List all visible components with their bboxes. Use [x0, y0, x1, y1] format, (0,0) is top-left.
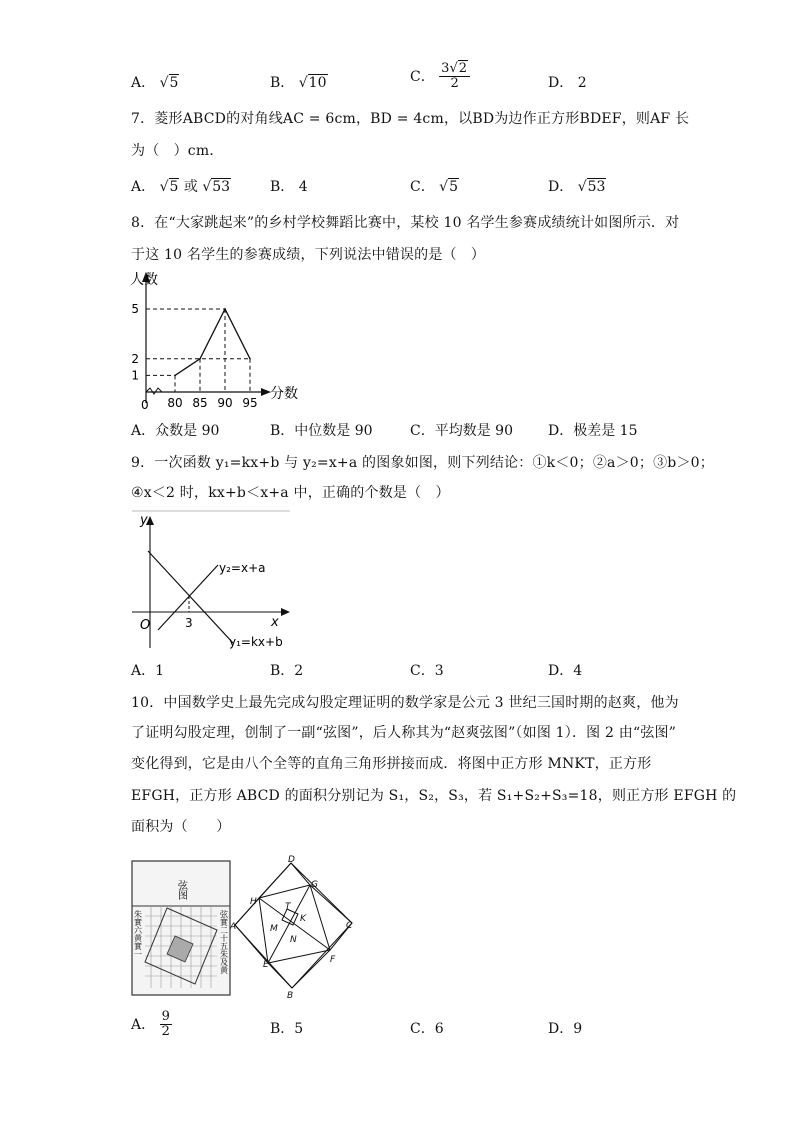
q6-option-d[interactable] — [548, 72, 587, 92]
q8-score-chart — [125, 266, 325, 416]
q7-option-d[interactable] — [548, 176, 606, 196]
option-text: 6 — [434, 1021, 444, 1037]
q8-stem-line2: 于这 10 名学生的参赛成绩，下列说法中错误的是（ ） — [131, 247, 486, 263]
y-axis-label: 人数 — [130, 272, 158, 288]
q10-stem-line4: EFGH，正方形 ABCD 的面积分别记为 S₁，S₂，S₃，若 S₁+S₂+S₃=18，则正方形 EFGH 的 — [131, 788, 737, 804]
y2-label: y₂=x+a — [219, 561, 266, 575]
option-letter: A． — [131, 663, 156, 679]
q9-option-b[interactable] — [270, 660, 303, 680]
radicand: 53 — [212, 179, 231, 195]
q7-stem-line2: 为（ ）cm． — [131, 143, 224, 159]
radicand: 5 — [169, 179, 179, 195]
option-text: 4 — [573, 663, 583, 679]
option-letter: D． — [548, 423, 574, 439]
q10-stem-line1: 10．中国数学史上最先完成勾股定理证明的数学家是公元 3 世纪三国时期的赵爽，他为 — [131, 695, 679, 711]
data-point — [174, 375, 176, 377]
option-text: 众数是 90 — [155, 423, 220, 439]
q8-option-c[interactable] — [410, 420, 513, 440]
denominator: 2 — [161, 1024, 170, 1040]
series-line — [175, 309, 250, 375]
numerator-coef: 3 — [441, 61, 450, 76]
data-point — [224, 308, 226, 310]
option-letter: A． — [131, 423, 156, 439]
figure1-left-caption: 朱實六黄實一 — [133, 910, 143, 958]
square-abcd — [235, 863, 352, 988]
denominator: 2 — [450, 76, 459, 92]
option-letter: C． — [410, 423, 435, 439]
vertex-label-c: C — [346, 921, 353, 931]
vertex-label-k: K — [300, 914, 306, 924]
q10-figure2 — [230, 852, 360, 1000]
q9-option-a[interactable] — [131, 660, 164, 680]
q7-option-c[interactable] — [410, 176, 459, 196]
vertex-label-b: B — [287, 991, 294, 1000]
or-word: 或 — [183, 179, 198, 195]
option-letter: C． — [410, 663, 435, 679]
q9-function-graph — [128, 508, 293, 658]
option-letter: D． — [548, 75, 574, 91]
figure1-title: 弦图 — [175, 880, 187, 900]
vertex-label-a: A — [230, 922, 237, 932]
sqrt: √5 — [439, 179, 459, 195]
radicand: 5 — [449, 179, 459, 195]
y1-label: y₁=kx+b — [229, 635, 283, 649]
vertex-label-g: G — [311, 880, 318, 890]
option-letter: D． — [548, 179, 574, 195]
fraction: $\frac{3√2}{2}$ — [439, 62, 470, 92]
y-tick-label: 5 — [131, 302, 139, 316]
option-text: 极差是 15 — [573, 423, 638, 439]
x-tick-label: 90 — [217, 396, 233, 410]
x-tick-label: 95 — [242, 396, 258, 410]
sqrt: √5 — [159, 75, 179, 91]
vertex-label-t: T — [285, 902, 291, 912]
sqrt: √53 — [577, 179, 606, 195]
q9-stem-line2: ④x＜2 时，kx+b＜x+a 中，正确的个数是（ ） — [131, 485, 450, 501]
sqrt: √53 — [202, 179, 231, 195]
option-letter: B． — [270, 75, 295, 91]
option-text: 中位数是 90 — [294, 423, 373, 439]
vertex-label-h: H — [250, 897, 257, 907]
q7-stem-line1: 7．菱形ABCD的对角线AC = 6cm，BD = 4cm，以BD为边作正方形BDEF，则AF 长 — [131, 111, 690, 127]
option-text: 1 — [155, 663, 165, 679]
tick-3: 3 — [185, 616, 193, 630]
q7-option-a[interactable] — [131, 176, 231, 196]
axis-break — [146, 388, 162, 394]
q8-option-a[interactable] — [131, 420, 219, 440]
q10-option-d[interactable] — [548, 1018, 582, 1038]
data-point — [199, 358, 201, 360]
option-letter: D． — [548, 663, 574, 679]
q6-option-c[interactable] — [410, 62, 470, 92]
q7-option-b[interactable] — [270, 176, 308, 196]
option-letter: C． — [410, 1021, 435, 1037]
numerator: 9 — [161, 1009, 170, 1024]
sqrt: √5 — [159, 179, 179, 195]
option-text: 4 — [298, 179, 308, 195]
data-point — [249, 358, 251, 360]
vertex-label-n: N — [290, 935, 297, 945]
vertex-label-f: F — [330, 955, 336, 965]
y-tick-label: 1 — [131, 368, 139, 383]
option-letter: B． — [270, 179, 295, 195]
option-letter: B． — [270, 1021, 295, 1037]
q8-option-d[interactable] — [548, 420, 638, 440]
option-letter: B． — [270, 423, 295, 439]
q6-option-b[interactable] — [270, 72, 328, 92]
option-text: 5 — [294, 1021, 304, 1037]
q10-stem-line3: 变化得到，它是由八个全等的直角三角形拼接而成．将图中正方形 MNKT，正方形 — [131, 756, 652, 772]
x-tick-label: 85 — [192, 396, 208, 410]
sqrt: √10 — [298, 75, 327, 91]
q6-option-a[interactable] — [131, 72, 179, 92]
option-text: 2 — [294, 663, 304, 679]
option-letter: D． — [548, 1021, 574, 1037]
option-letter: C． — [410, 68, 435, 85]
q9-option-c[interactable] — [410, 660, 444, 680]
origin-label: O — [140, 618, 151, 633]
x-axis-arrow — [281, 608, 290, 616]
q10-stem-line2: 了证明勾股定理，创制了一副“弦图”，后人称其为“赵爽弦图”（如图 1）．图 2 由“弦图” — [131, 725, 677, 741]
radicand: 10 — [308, 75, 327, 91]
q9-stem-line1: 9．一次函数 y₁=kx+b 与 y₂=x+a 的图象如图，则下列结论：①k＜0；②a＞0；③b＞0； — [131, 455, 714, 471]
q10-option-b[interactable] — [270, 1018, 303, 1038]
option-letter: C． — [410, 179, 435, 195]
vertex-label-d: D — [288, 855, 295, 865]
option-letter: B． — [270, 663, 295, 679]
radicand: 53 — [587, 179, 606, 195]
q10-option-a[interactable] — [131, 1010, 172, 1040]
q8-option-b[interactable] — [270, 420, 373, 440]
option-letter: A． — [131, 179, 156, 195]
x-label: x — [271, 615, 279, 630]
q9-option-d[interactable] — [548, 660, 582, 680]
fraction — [160, 1010, 172, 1040]
q8-stem-line1: 8．在“大家跳起来”的乡村学校舞蹈比赛中，某校 10 名学生参赛成绩统计如图所示．对 — [131, 215, 680, 231]
figure1-right-caption: 弦實二十五朱及黄 — [219, 910, 229, 974]
y-label: y — [140, 513, 148, 528]
option-text: 平均数是 90 — [434, 423, 513, 439]
y-tick-label: 2 — [131, 351, 139, 366]
vertex-label-m: M — [270, 924, 278, 934]
option-text: 9 — [573, 1021, 583, 1037]
vertex-label-e: E — [263, 960, 269, 970]
q10-option-c[interactable] — [410, 1018, 444, 1038]
option-text: 2 — [577, 75, 587, 91]
q10-figure1-xiantu — [131, 860, 231, 996]
origin-label: 0 — [141, 398, 149, 412]
numerator-radicand: 2 — [458, 61, 468, 76]
x-tick-label: 80 — [167, 396, 183, 410]
x-axis-label: 分数 — [270, 386, 298, 402]
option-letter: A． — [131, 75, 156, 91]
q10-stem-line5: 面积为（ ） — [131, 819, 231, 835]
radicand: 5 — [169, 75, 179, 91]
option-letter: A． — [131, 1016, 156, 1033]
option-text: 3 — [434, 663, 444, 679]
